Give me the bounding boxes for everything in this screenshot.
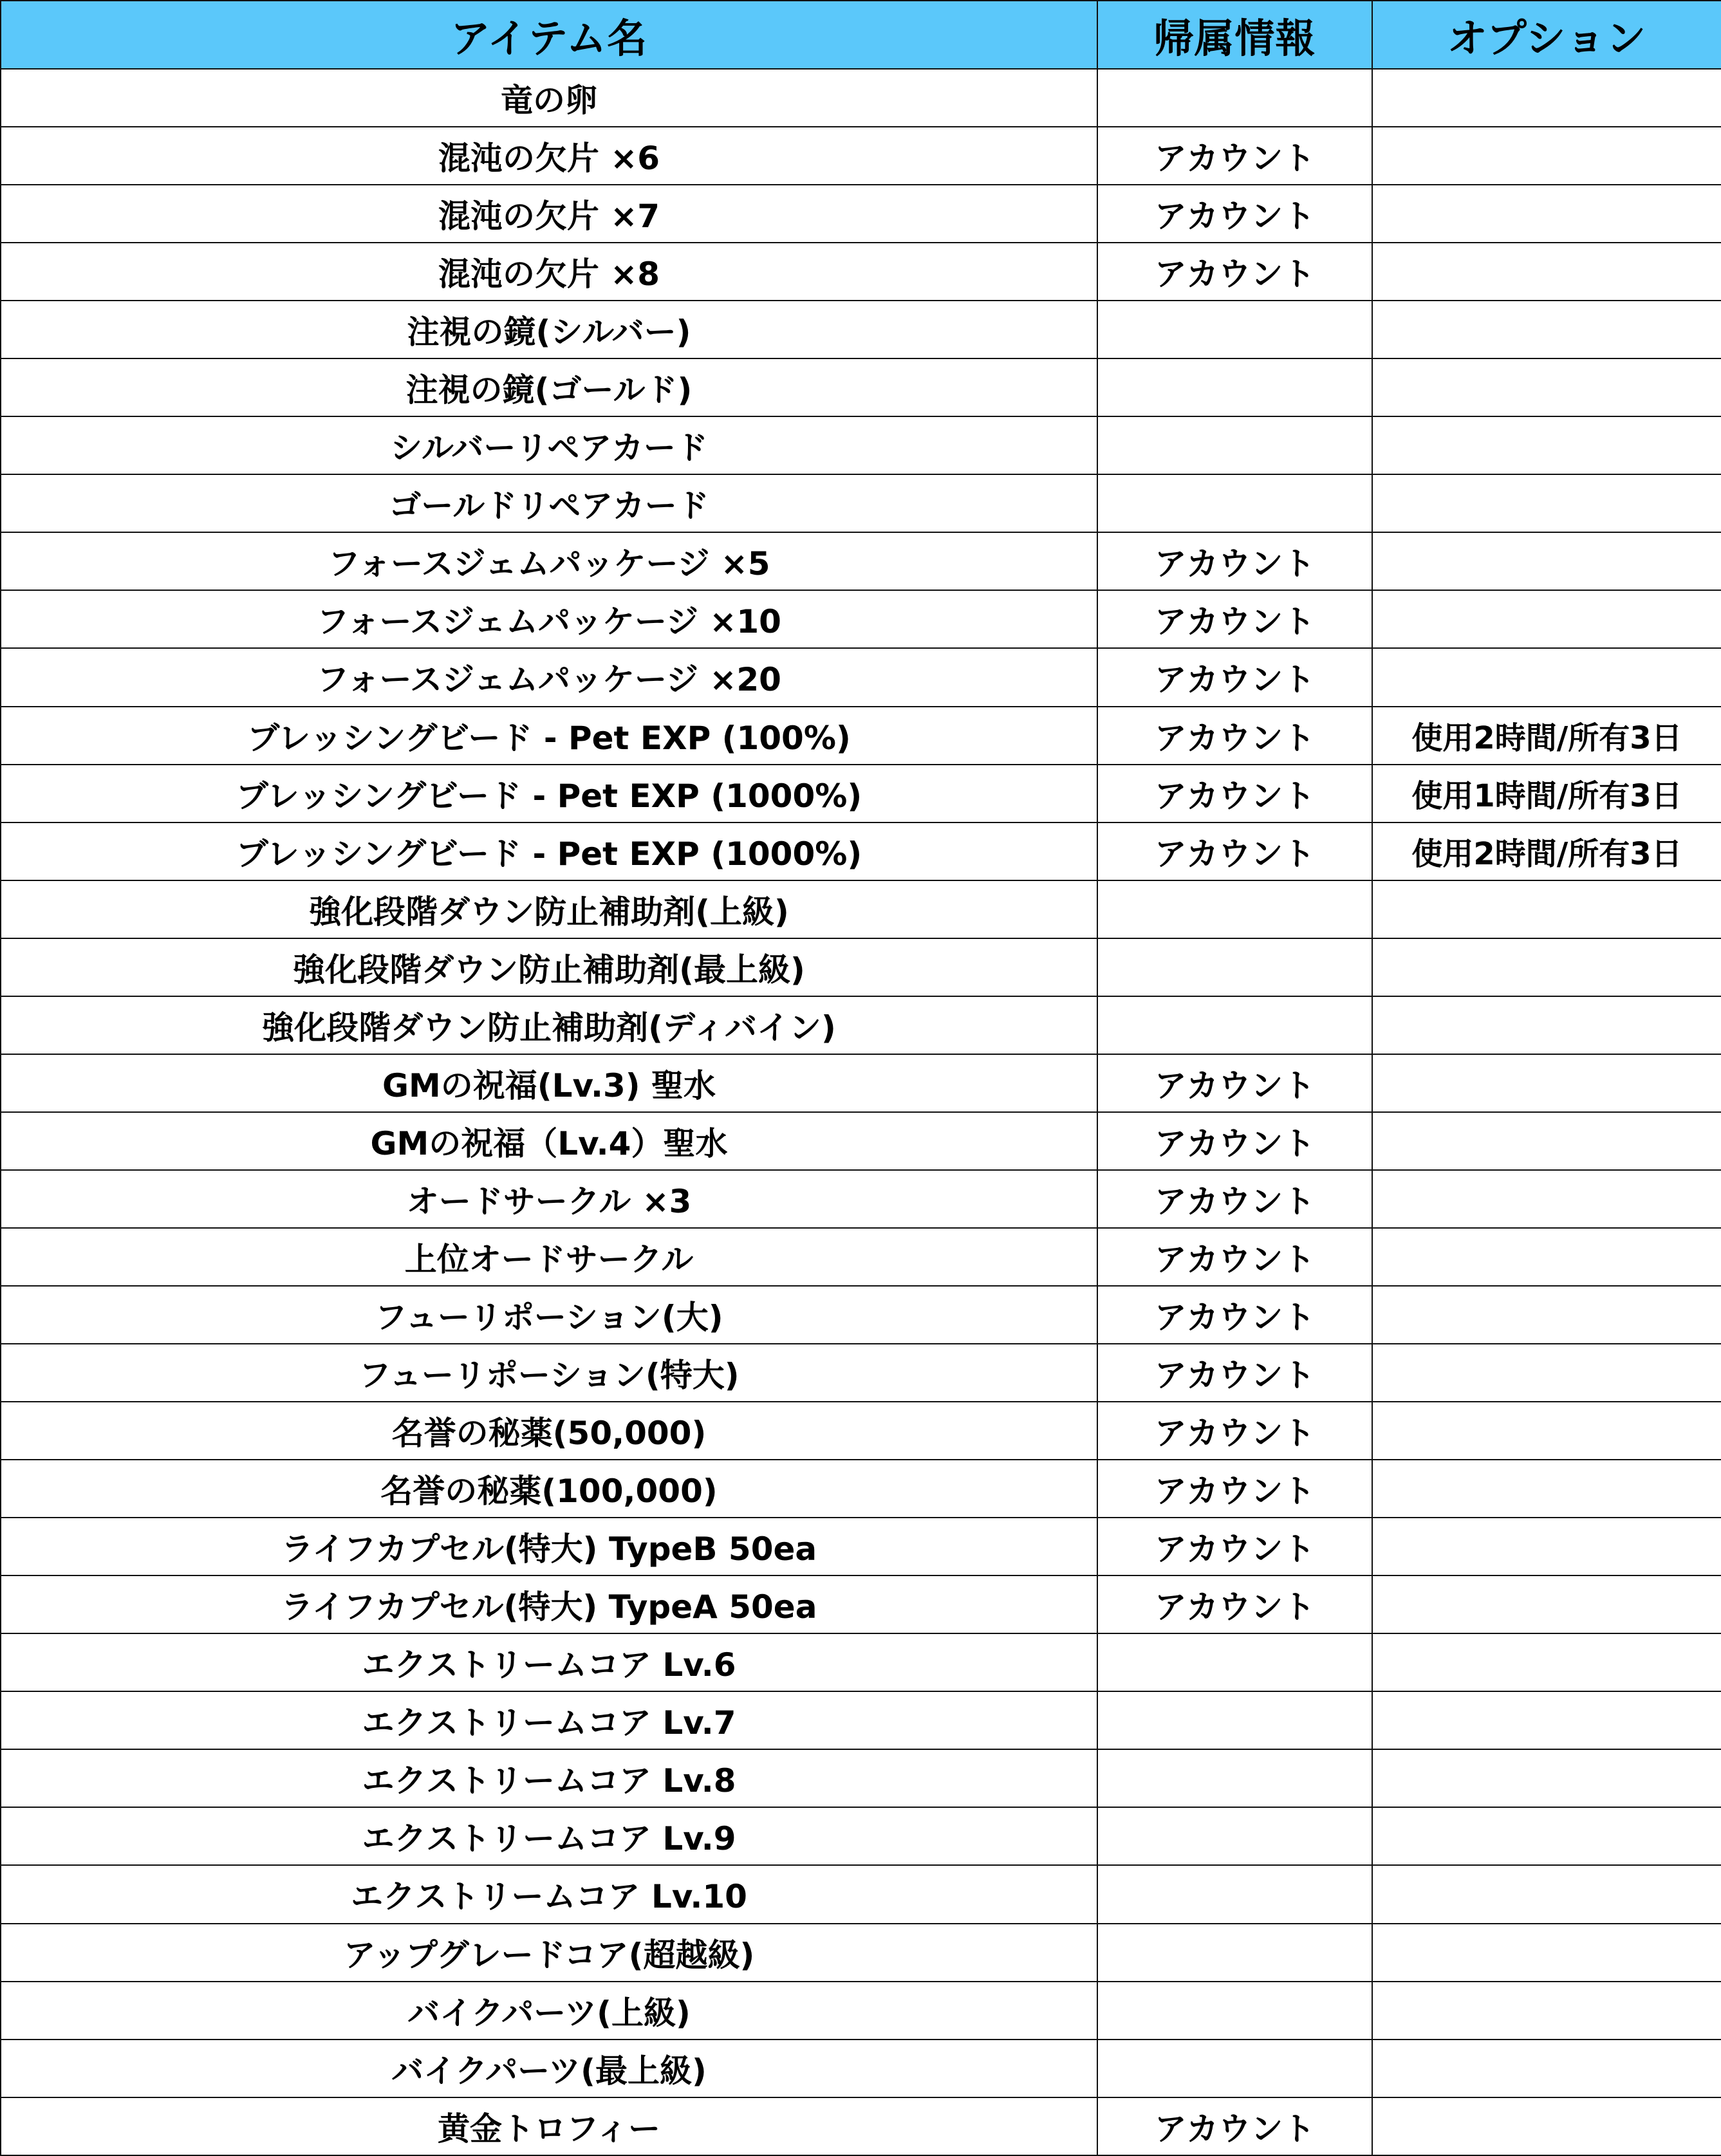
table-row xyxy=(1,358,1721,416)
option-cell xyxy=(1372,648,1721,706)
item-name-cell: ライフカプセル(特大) TypeA 50ea xyxy=(1,1575,1097,1633)
header-item-name: アイテム名 xyxy=(1,1,1097,69)
binding-cell: アカウント xyxy=(1097,648,1372,706)
header-binding-info: 帰属情報 xyxy=(1097,1,1372,69)
table-row xyxy=(1,1402,1721,1460)
option-cell xyxy=(1372,243,1721,301)
option-cell xyxy=(1372,1228,1721,1286)
binding-cell: アカウント xyxy=(1097,127,1372,185)
item-name-cell: 名誉の秘薬(50,000) xyxy=(1,1402,1097,1460)
item-name-cell: エクストリームコア Lv.10 xyxy=(1,1865,1097,1923)
table-row xyxy=(1,1112,1721,1170)
table-row xyxy=(1,416,1721,474)
option-cell xyxy=(1372,474,1721,532)
item-name-cell: 混沌の欠片 ×8 xyxy=(1,243,1097,301)
option-cell xyxy=(1372,1924,1721,1982)
table-row xyxy=(1,532,1721,590)
binding-cell: アカウント xyxy=(1097,707,1372,765)
table-row xyxy=(1,707,1721,765)
table-row xyxy=(1,474,1721,532)
table-row xyxy=(1,938,1721,996)
item-name-cell: フューリポーション(大) xyxy=(1,1286,1097,1344)
item-name-cell: バイクパーツ(最上級) xyxy=(1,2040,1097,2097)
item-name-cell: バイクパーツ(上級) xyxy=(1,1982,1097,2040)
table-row xyxy=(1,1228,1721,1286)
table-row xyxy=(1,243,1721,301)
table-row xyxy=(1,822,1721,880)
item-name-cell: エクストリームコア Lv.9 xyxy=(1,1807,1097,1865)
item-name-cell: エクストリームコア Lv.8 xyxy=(1,1749,1097,1807)
binding-cell: アカウント xyxy=(1097,1344,1372,1402)
header-option: オプション xyxy=(1372,1,1721,69)
option-cell xyxy=(1372,1807,1721,1865)
table-row xyxy=(1,2097,1721,2155)
option-cell xyxy=(1372,69,1721,127)
table-row xyxy=(1,1807,1721,1865)
binding-cell xyxy=(1097,474,1372,532)
item-name-cell: 注視の鏡(ゴールド) xyxy=(1,358,1097,416)
option-cell xyxy=(1372,2040,1721,2097)
option-cell xyxy=(1372,1170,1721,1228)
item-name-cell: 名誉の秘薬(100,000) xyxy=(1,1460,1097,1518)
option-cell xyxy=(1372,1575,1721,1633)
binding-cell: アカウント xyxy=(1097,1518,1372,1575)
table-row xyxy=(1,1924,1721,1982)
table-row xyxy=(1,1518,1721,1575)
binding-cell xyxy=(1097,1633,1372,1691)
binding-cell: アカウント xyxy=(1097,590,1372,648)
option-cell xyxy=(1372,127,1721,185)
item-name-cell: 注視の鏡(シルバー) xyxy=(1,301,1097,358)
option-cell xyxy=(1372,532,1721,590)
item-name-cell: フォースジェムパッケージ ×5 xyxy=(1,532,1097,590)
binding-cell: アカウント xyxy=(1097,1286,1372,1344)
item-name-cell: フューリポーション(特大) xyxy=(1,1344,1097,1402)
item-name-cell: GMの祝福(Lv.3) 聖水 xyxy=(1,1054,1097,1112)
binding-cell xyxy=(1097,1807,1372,1865)
item-name-cell: 混沌の欠片 ×6 xyxy=(1,127,1097,185)
option-cell xyxy=(1372,301,1721,358)
option-cell xyxy=(1372,1865,1721,1923)
table-body xyxy=(1,69,1721,2155)
binding-cell: アカウント xyxy=(1097,1054,1372,1112)
option-cell xyxy=(1372,1344,1721,1402)
binding-cell xyxy=(1097,996,1372,1054)
item-name-cell: 強化段階ダウン防止補助剤(上級) xyxy=(1,880,1097,938)
item-name-cell: 強化段階ダウン防止補助剤(最上級) xyxy=(1,938,1097,996)
table-row xyxy=(1,1170,1721,1228)
table-row xyxy=(1,1691,1721,1749)
table-row xyxy=(1,1633,1721,1691)
binding-cell xyxy=(1097,2040,1372,2097)
binding-cell xyxy=(1097,1865,1372,1923)
table-row xyxy=(1,1865,1721,1923)
binding-cell: アカウント xyxy=(1097,2097,1372,2155)
header-row xyxy=(1,1,1721,69)
option-cell xyxy=(1372,1112,1721,1170)
option-cell xyxy=(1372,1633,1721,1691)
option-cell xyxy=(1372,996,1721,1054)
binding-cell: アカウント xyxy=(1097,1170,1372,1228)
binding-cell xyxy=(1097,1982,1372,2040)
item-name-cell: エクストリームコア Lv.6 xyxy=(1,1633,1097,1691)
binding-cell: アカウント xyxy=(1097,765,1372,822)
item-name-cell: 混沌の欠片 ×7 xyxy=(1,185,1097,243)
table-row xyxy=(1,996,1721,1054)
binding-cell: アカウント xyxy=(1097,532,1372,590)
binding-cell: アカウント xyxy=(1097,243,1372,301)
option-cell xyxy=(1372,1982,1721,2040)
table-row xyxy=(1,1982,1721,2040)
item-name-cell: オードサークル ×3 xyxy=(1,1170,1097,1228)
option-cell xyxy=(1372,880,1721,938)
table-row xyxy=(1,880,1721,938)
option-cell xyxy=(1372,1749,1721,1807)
table-header xyxy=(1,1,1721,69)
item-name-cell: ライフカプセル(特大) TypeB 50ea xyxy=(1,1518,1097,1575)
item-name-cell: ゴールドリペアカード xyxy=(1,474,1097,532)
item-name-cell: 黄金トロフィー xyxy=(1,2097,1097,2155)
option-cell xyxy=(1372,1460,1721,1518)
binding-cell: アカウント xyxy=(1097,822,1372,880)
option-cell xyxy=(1372,1402,1721,1460)
option-cell xyxy=(1372,1054,1721,1112)
binding-cell: アカウント xyxy=(1097,1228,1372,1286)
table-row xyxy=(1,1286,1721,1344)
item-name-cell: フォースジェムパッケージ ×20 xyxy=(1,648,1097,706)
option-cell: 使用2時間/所有3日 xyxy=(1372,822,1721,880)
option-cell xyxy=(1372,185,1721,243)
table-row xyxy=(1,765,1721,822)
binding-cell xyxy=(1097,880,1372,938)
option-cell xyxy=(1372,1518,1721,1575)
binding-cell xyxy=(1097,1749,1372,1807)
binding-cell xyxy=(1097,301,1372,358)
option-cell xyxy=(1372,358,1721,416)
item-name-cell: ブレッシングビード - Pet EXP (100%) xyxy=(1,707,1097,765)
item-name-cell: シルバーリペアカード xyxy=(1,416,1097,474)
table-row xyxy=(1,69,1721,127)
table-row xyxy=(1,301,1721,358)
table-row xyxy=(1,1344,1721,1402)
binding-cell xyxy=(1097,938,1372,996)
binding-cell: アカウント xyxy=(1097,1460,1372,1518)
table-row xyxy=(1,1054,1721,1112)
table-row xyxy=(1,1460,1721,1518)
item-name-cell: GMの祝福（Lv.4）聖水 xyxy=(1,1112,1097,1170)
option-cell xyxy=(1372,590,1721,648)
binding-cell xyxy=(1097,1924,1372,1982)
item-name-cell: 上位オードサークル xyxy=(1,1228,1097,1286)
table-row xyxy=(1,185,1721,243)
option-cell: 使用2時間/所有3日 xyxy=(1372,707,1721,765)
option-cell xyxy=(1372,1691,1721,1749)
option-cell xyxy=(1372,1286,1721,1344)
binding-cell: アカウント xyxy=(1097,1575,1372,1633)
binding-cell xyxy=(1097,69,1372,127)
option-cell xyxy=(1372,2097,1721,2155)
table-row xyxy=(1,1575,1721,1633)
table-row xyxy=(1,2040,1721,2097)
binding-cell xyxy=(1097,416,1372,474)
item-name-cell: アップグレードコア(超越級) xyxy=(1,1924,1097,1982)
binding-cell xyxy=(1097,358,1372,416)
table-row xyxy=(1,127,1721,185)
binding-cell: アカウント xyxy=(1097,1402,1372,1460)
option-cell xyxy=(1372,938,1721,996)
table-row xyxy=(1,590,1721,648)
item-name-cell: ブレッシングビード - Pet EXP (1000%) xyxy=(1,822,1097,880)
item-name-cell: フォースジェムパッケージ ×10 xyxy=(1,590,1097,648)
option-cell: 使用1時間/所有3日 xyxy=(1372,765,1721,822)
binding-cell xyxy=(1097,1691,1372,1749)
item-name-cell: 強化段階ダウン防止補助剤(ディバイン) xyxy=(1,996,1097,1054)
item-name-cell: 竜の卵 xyxy=(1,69,1097,127)
table-row xyxy=(1,1749,1721,1807)
binding-cell: アカウント xyxy=(1097,1112,1372,1170)
item-name-cell: エクストリームコア Lv.7 xyxy=(1,1691,1097,1749)
option-cell xyxy=(1372,416,1721,474)
table-row xyxy=(1,648,1721,706)
binding-cell: アカウント xyxy=(1097,185,1372,243)
item-name-cell: ブレッシングビード - Pet EXP (1000%) xyxy=(1,765,1097,822)
